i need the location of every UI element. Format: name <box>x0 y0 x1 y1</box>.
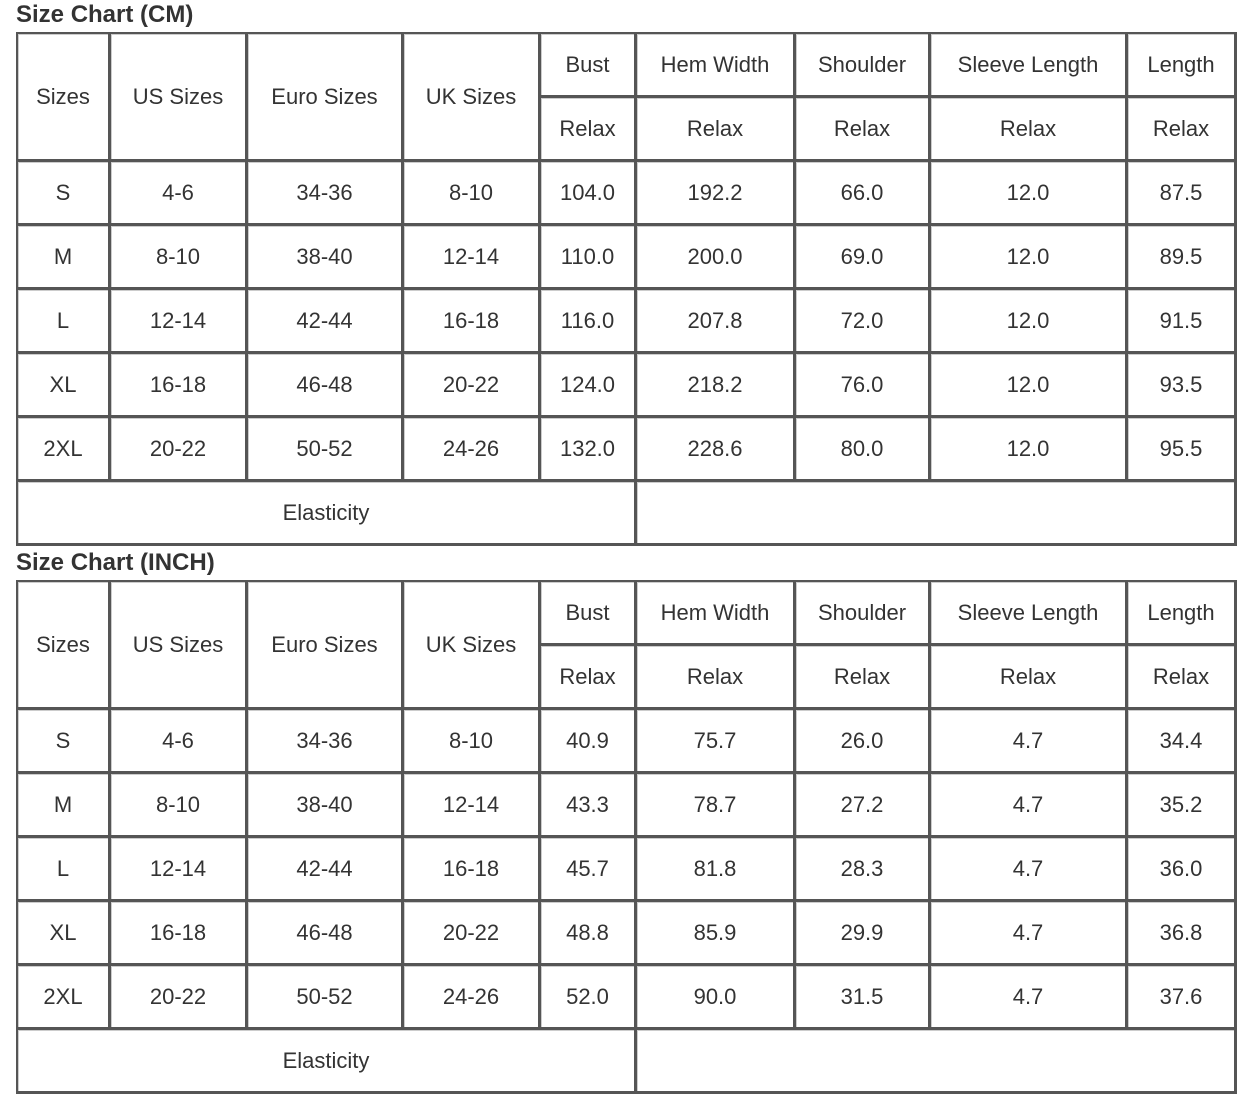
size-cell: L <box>18 290 111 354</box>
uk-size-cell: 12-14 <box>404 774 541 838</box>
us-size-cell: 4-6 <box>111 162 248 226</box>
table-row <box>18 902 1237 966</box>
relax-subheader: Relax <box>931 646 1128 710</box>
length-cell: 95.5 <box>1128 418 1237 482</box>
sleeve-length-cell: 12.0 <box>931 162 1128 226</box>
sleeve-length-header: Sleeve Length <box>931 34 1128 98</box>
uk-size-cell: 16-18 <box>404 290 541 354</box>
bust-cell: 45.7 <box>541 838 637 902</box>
length-cell: 36.8 <box>1128 902 1237 966</box>
sleeve-length-cell: 12.0 <box>931 226 1128 290</box>
us-size-cell: 20-22 <box>111 966 248 1030</box>
bust-cell: 116.0 <box>541 290 637 354</box>
size-cell: S <box>18 710 111 774</box>
shoulder-cell: 28.3 <box>796 838 931 902</box>
shoulder-header: Shoulder <box>796 582 931 646</box>
table-row <box>18 290 1237 354</box>
uk-size-cell: 20-22 <box>404 902 541 966</box>
sleeve-length-cell: 4.7 <box>931 710 1128 774</box>
table-row <box>18 838 1237 902</box>
euro-size-cell: 50-52 <box>248 966 404 1030</box>
bust-cell: 124.0 <box>541 354 637 418</box>
sizes-header: Sizes <box>18 582 111 710</box>
sleeve-length-cell: 12.0 <box>931 290 1128 354</box>
euro-size-cell: 50-52 <box>248 418 404 482</box>
table-row <box>18 354 1237 418</box>
length-header: Length <box>1128 34 1237 98</box>
sleeve-length-header: Sleeve Length <box>931 582 1128 646</box>
table-row <box>18 162 1237 226</box>
relax-subheader: Relax <box>931 98 1128 162</box>
length-cell: 37.6 <box>1128 966 1237 1030</box>
hem-width-cell: 228.6 <box>637 418 796 482</box>
hem-width-cell: 78.7 <box>637 774 796 838</box>
relax-subheader: Relax <box>796 98 931 162</box>
shoulder-cell: 76.0 <box>796 354 931 418</box>
size-table <box>16 580 1237 1094</box>
us-size-cell: 8-10 <box>111 226 248 290</box>
hem-width-cell: 218.2 <box>637 354 796 418</box>
size-cell: M <box>18 226 111 290</box>
hem-width-cell: 75.7 <box>637 710 796 774</box>
euro-sizes-header: Euro Sizes <box>248 582 404 710</box>
shoulder-cell: 27.2 <box>796 774 931 838</box>
shoulder-cell: 72.0 <box>796 290 931 354</box>
hem-width-header: Hem Width <box>637 34 796 98</box>
elasticity-row <box>18 1030 1237 1094</box>
uk-size-cell: 8-10 <box>404 162 541 226</box>
hem-width-header: Hem Width <box>637 582 796 646</box>
uk-size-cell: 12-14 <box>404 226 541 290</box>
bust-cell: 48.8 <box>541 902 637 966</box>
euro-size-cell: 42-44 <box>248 290 404 354</box>
relax-subheader: Relax <box>1128 646 1237 710</box>
bust-header: Bust <box>541 34 637 98</box>
elasticity-value <box>637 1030 1237 1094</box>
table-row <box>18 710 1237 774</box>
size-cell: 2XL <box>18 418 111 482</box>
euro-size-cell: 34-36 <box>248 710 404 774</box>
elasticity-label: Elasticity <box>18 1030 637 1094</box>
euro-size-cell: 38-40 <box>248 774 404 838</box>
uk-sizes-header: UK Sizes <box>404 34 541 162</box>
shoulder-cell: 29.9 <box>796 902 931 966</box>
us-size-cell: 12-14 <box>111 290 248 354</box>
bust-cell: 132.0 <box>541 418 637 482</box>
bust-cell: 110.0 <box>541 226 637 290</box>
bust-cell: 52.0 <box>541 966 637 1030</box>
bust-header: Bust <box>541 582 637 646</box>
bust-cell: 40.9 <box>541 710 637 774</box>
uk-size-cell: 24-26 <box>404 418 541 482</box>
sleeve-length-cell: 12.0 <box>931 418 1128 482</box>
shoulder-cell: 31.5 <box>796 966 931 1030</box>
relax-subheader: Relax <box>541 646 637 710</box>
size-cell: XL <box>18 354 111 418</box>
size-table <box>16 32 1237 546</box>
us-sizes-header: US Sizes <box>111 582 248 710</box>
length-header: Length <box>1128 582 1237 646</box>
hem-width-cell: 85.9 <box>637 902 796 966</box>
header-row <box>18 582 1237 646</box>
euro-size-cell: 46-48 <box>248 354 404 418</box>
relax-subheader: Relax <box>796 646 931 710</box>
chart-title: Size Chart (CM) <box>16 1 194 28</box>
hem-width-cell: 90.0 <box>637 966 796 1030</box>
length-cell: 35.2 <box>1128 774 1237 838</box>
table-row <box>18 774 1237 838</box>
hem-width-cell: 200.0 <box>637 226 796 290</box>
relax-subheader: Relax <box>541 98 637 162</box>
us-size-cell: 16-18 <box>111 902 248 966</box>
chart-title: Size Chart (INCH) <box>16 549 215 576</box>
sleeve-length-cell: 12.0 <box>931 354 1128 418</box>
euro-sizes-header: Euro Sizes <box>248 34 404 162</box>
hem-width-cell: 192.2 <box>637 162 796 226</box>
elasticity-value <box>637 482 1237 546</box>
shoulder-cell: 80.0 <box>796 418 931 482</box>
size-cell: XL <box>18 902 111 966</box>
uk-size-cell: 16-18 <box>404 838 541 902</box>
uk-size-cell: 20-22 <box>404 354 541 418</box>
size-cell: 2XL <box>18 966 111 1030</box>
euro-size-cell: 34-36 <box>248 162 404 226</box>
length-cell: 36.0 <box>1128 838 1237 902</box>
size-cell: M <box>18 774 111 838</box>
shoulder-cell: 66.0 <box>796 162 931 226</box>
header-row <box>18 34 1237 98</box>
hem-width-cell: 81.8 <box>637 838 796 902</box>
elasticity-row <box>18 482 1237 546</box>
hem-width-cell: 207.8 <box>637 290 796 354</box>
shoulder-cell: 26.0 <box>796 710 931 774</box>
shoulder-cell: 69.0 <box>796 226 931 290</box>
shoulder-header: Shoulder <box>796 34 931 98</box>
table-row <box>18 966 1237 1030</box>
uk-size-cell: 24-26 <box>404 966 541 1030</box>
sleeve-length-cell: 4.7 <box>931 966 1128 1030</box>
sizes-header: Sizes <box>18 34 111 162</box>
length-cell: 89.5 <box>1128 226 1237 290</box>
euro-size-cell: 46-48 <box>248 902 404 966</box>
uk-sizes-header: UK Sizes <box>404 582 541 710</box>
length-cell: 34.4 <box>1128 710 1237 774</box>
euro-size-cell: 42-44 <box>248 838 404 902</box>
size-cell: S <box>18 162 111 226</box>
relax-subheader: Relax <box>1128 98 1237 162</box>
bust-cell: 104.0 <box>541 162 637 226</box>
table-row <box>18 226 1237 290</box>
us-sizes-header: US Sizes <box>111 34 248 162</box>
elasticity-label: Elasticity <box>18 482 637 546</box>
length-cell: 91.5 <box>1128 290 1237 354</box>
bust-cell: 43.3 <box>541 774 637 838</box>
table-row <box>18 418 1237 482</box>
relax-subheader: Relax <box>637 98 796 162</box>
relax-subheader: Relax <box>637 646 796 710</box>
sleeve-length-cell: 4.7 <box>931 774 1128 838</box>
euro-size-cell: 38-40 <box>248 226 404 290</box>
us-size-cell: 8-10 <box>111 774 248 838</box>
uk-size-cell: 8-10 <box>404 710 541 774</box>
length-cell: 93.5 <box>1128 354 1237 418</box>
us-size-cell: 20-22 <box>111 418 248 482</box>
us-size-cell: 16-18 <box>111 354 248 418</box>
us-size-cell: 12-14 <box>111 838 248 902</box>
sleeve-length-cell: 4.7 <box>931 838 1128 902</box>
size-cell: L <box>18 838 111 902</box>
us-size-cell: 4-6 <box>111 710 248 774</box>
sleeve-length-cell: 4.7 <box>931 902 1128 966</box>
length-cell: 87.5 <box>1128 162 1237 226</box>
